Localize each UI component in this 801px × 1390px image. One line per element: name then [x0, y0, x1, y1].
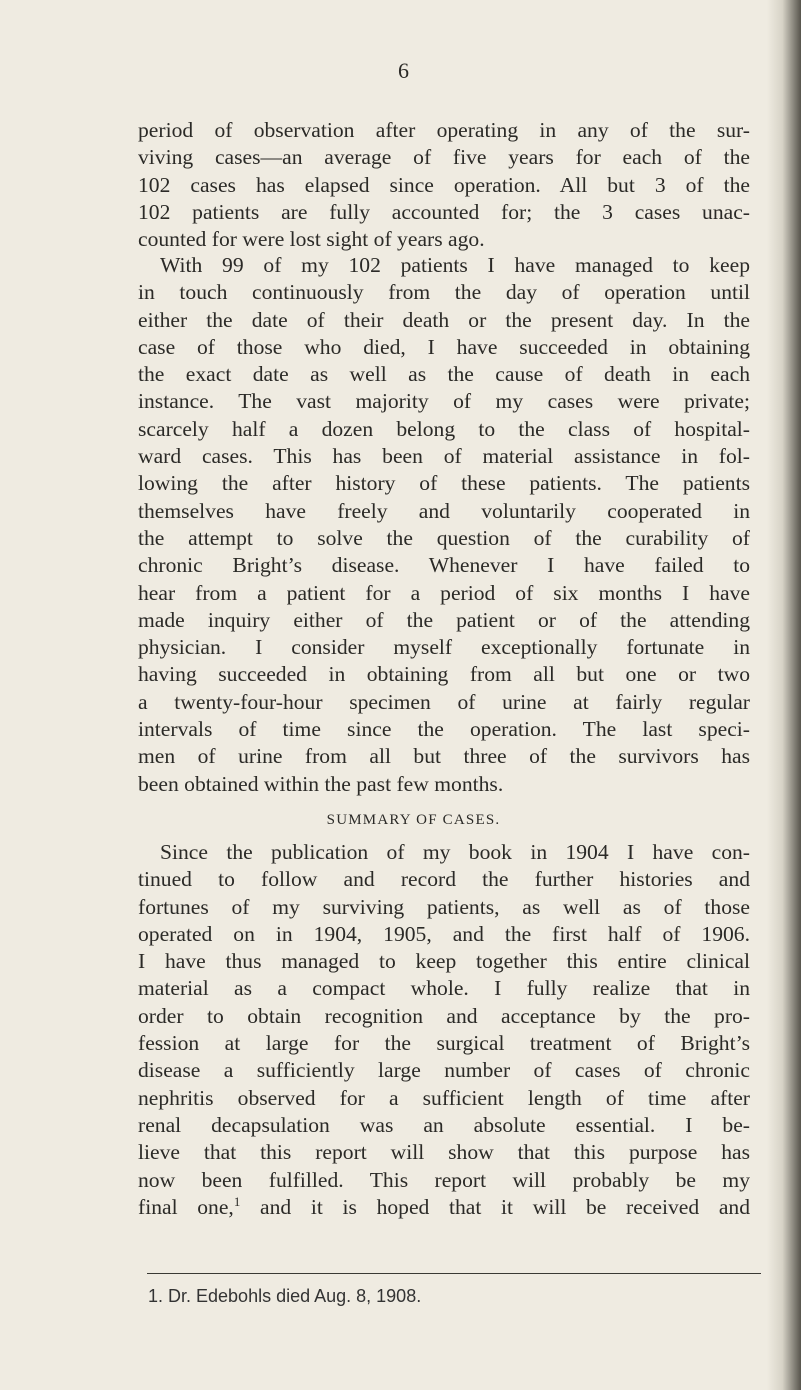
section-heading-text: SUMMARY OF CASES. [326, 812, 501, 828]
text-line: chronic Bright’s disease. Whenever I have failed to [138, 553, 750, 578]
footnote-divider [147, 1273, 761, 1274]
text-line: nephritis observed for a sufficient length of time after [138, 1085, 750, 1110]
text-fragment: and it is hoped that it will be received and [240, 1194, 750, 1219]
paragraph-3 [138, 839, 750, 1221]
text-line: viving cases—an average of five years for each of the [138, 145, 750, 170]
text-line: either the date of their death or the present day. In the [138, 307, 750, 332]
text-line: 102 cases has elapsed since operation. All but 3 of the [138, 172, 750, 197]
text-line: case of those who died, I have succeeded in obtaining [138, 334, 750, 359]
text-line: having succeeded in obtaining from all but one or two [138, 662, 750, 687]
page-number: 6 [398, 58, 410, 83]
text-line: scarcely half a dozen belong to the class of hospital- [138, 416, 750, 441]
text-line: lowing the after history of these patients. The patients [138, 471, 750, 496]
text-line: fortunes of my surviving patients, as well as of those [138, 894, 750, 919]
text-line: order to obtain recognition and acceptance by the pro- [138, 1003, 750, 1028]
text-line: in touch continuously from the day of operation until [138, 280, 750, 305]
text-line: the exact date as well as the cause of death in each [138, 362, 750, 387]
text-line: Since the publication of my book in 1904 I have con- [160, 840, 750, 864]
text-line: instance. The vast majority of my cases were private; [138, 389, 750, 414]
text-fragment: final one, [138, 1194, 234, 1219]
text-line: men of urine from all but three of the survivors has [138, 744, 750, 769]
section-heading [0, 812, 801, 829]
text-line: fession at large for the surgical treatment of Bright’s [138, 1031, 750, 1056]
text-line: counted for were lost sight of years ago. [138, 227, 485, 252]
text-line: physician. I consider myself exceptionally fortunate in [138, 635, 750, 660]
text-line: the attempt to solve the question of the curability of [138, 525, 750, 550]
text-line: themselves have freely and voluntarily cooperated in [138, 498, 750, 523]
text-line: operated on in 1904, 1905, and the first half of 1906. [138, 921, 750, 946]
text-line: been obtained within the past few months. [138, 771, 504, 796]
paragraph-1 [138, 117, 750, 253]
text-line: material as a compact whole. I fully realize that in [138, 976, 750, 1001]
text-line: With 99 of my 102 patients I have managed to keep [160, 253, 750, 277]
text-line: I have thus managed to keep together this entire clinical [138, 949, 750, 974]
text-line: hear from a patient for a period of six months I have [138, 580, 750, 605]
text-line: disease a sufficiently large number of cases of chronic [138, 1058, 750, 1083]
text-line: tinued to follow and record the further histories and [138, 867, 750, 892]
text-line: intervals of time since the operation. The last speci- [138, 717, 750, 742]
paragraph-2 [138, 252, 750, 798]
text-line: a twenty-four-hour specimen of urine at fairly regular [138, 689, 750, 714]
text-line: now been fulfilled. This report will probably be my [138, 1167, 750, 1192]
text-line: lieve that this report will show that this purpose has [138, 1140, 750, 1165]
text-line-with-footnote [138, 1194, 750, 1221]
text-line: made inquiry either of the patient or of the attending [138, 607, 750, 632]
footnote-marker: 1 [233, 1193, 241, 1209]
page-edge-shadow [767, 0, 801, 1390]
text-line: ward cases. This has been of material assistance in fol- [138, 444, 750, 469]
text-line: period of observation after operating in any of the sur- [138, 118, 750, 142]
text-line: renal decapsulation was an absolute essential. I be- [138, 1112, 750, 1137]
text-line: 102 patients are fully accounted for; the 3 cases unac- [138, 199, 750, 224]
footnote: 1. Dr. Edebohls died Aug. 8, 1908. [148, 1286, 422, 1306]
